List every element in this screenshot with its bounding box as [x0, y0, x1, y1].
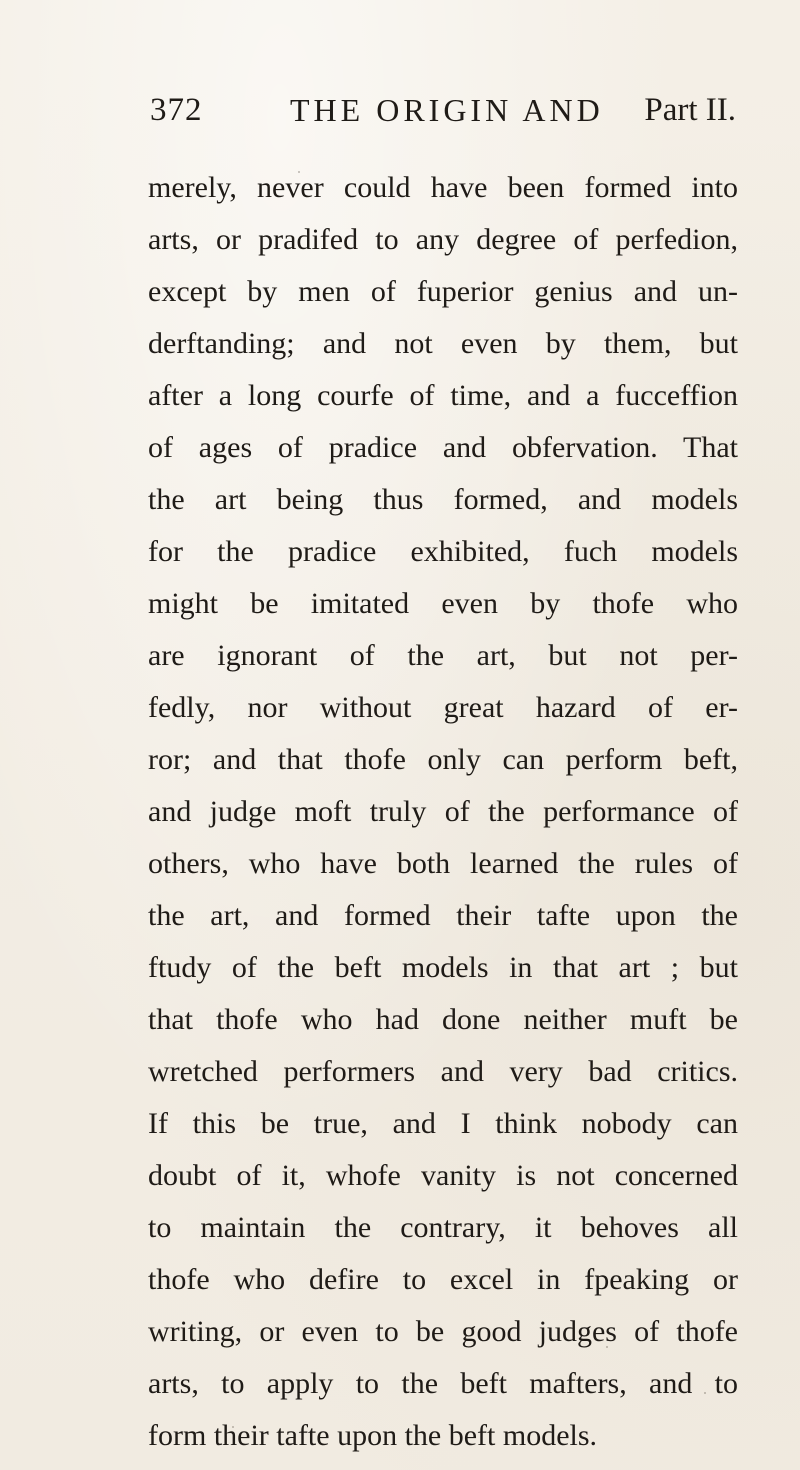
running-head: [150, 92, 736, 136]
text-line: wretched performers and very bad critics.: [148, 1055, 738, 1088]
text-line: of ages of pradice and obfervation. That: [148, 431, 738, 464]
text-line: except by men of fuperior genius and un-: [148, 275, 738, 308]
text-line: derftanding; and not even by them, but: [148, 327, 738, 360]
text-line: others, who have both learned the rules of: [148, 847, 738, 880]
text-line: If this be true, and I think nobody can: [148, 1107, 738, 1140]
text-line: arts, or pradifed to any degree of perfedion,: [148, 223, 738, 256]
text-line: arts, to apply to the beft mafters, and to: [148, 1367, 738, 1400]
page-number: 372: [150, 92, 203, 128]
text-line: fedly, nor without great hazard of er-: [148, 691, 738, 724]
paper-speck: [606, 1346, 608, 1348]
paper-speck: [232, 1426, 234, 1428]
text-line: to maintain the contrary, it behoves all: [148, 1211, 738, 1244]
text-line: merely, never could have been formed into: [148, 171, 738, 204]
text-line: that thofe who had done neither muft be: [148, 1003, 738, 1036]
paper-speck: [298, 171, 300, 173]
text-line: might be imitated even by thofe who: [148, 587, 738, 620]
text-line: thofe who defire to excel in fpeaking or: [148, 1263, 738, 1296]
text-line: after a long courfe of time, and a fucceffion: [148, 379, 738, 412]
part-label: Part II.: [644, 92, 736, 128]
text-line: the art being thus formed, and models: [148, 483, 738, 516]
running-title: THE ORIGIN AND: [290, 92, 604, 128]
text-line: writing, or even to be good judges of thofe: [148, 1315, 738, 1348]
paper-speck: [704, 1392, 706, 1394]
text-line: form their tafte upon the beft models.: [148, 1419, 598, 1452]
body-text: [148, 162, 738, 1462]
text-line: for the pradice exhibited, fuch models: [148, 535, 738, 568]
text-line: ror; and that thofe only can perform beft,: [148, 743, 738, 776]
text-line: the art, and formed their tafte upon the: [148, 899, 738, 932]
text-line: are ignorant of the art, but not per-: [148, 639, 738, 672]
text-line: ftudy of the beft models in that art ; but: [148, 951, 738, 984]
text-line: doubt of it, whofe vanity is not concerned: [148, 1159, 738, 1192]
text-line: and judge moft truly of the performance of: [148, 795, 738, 828]
